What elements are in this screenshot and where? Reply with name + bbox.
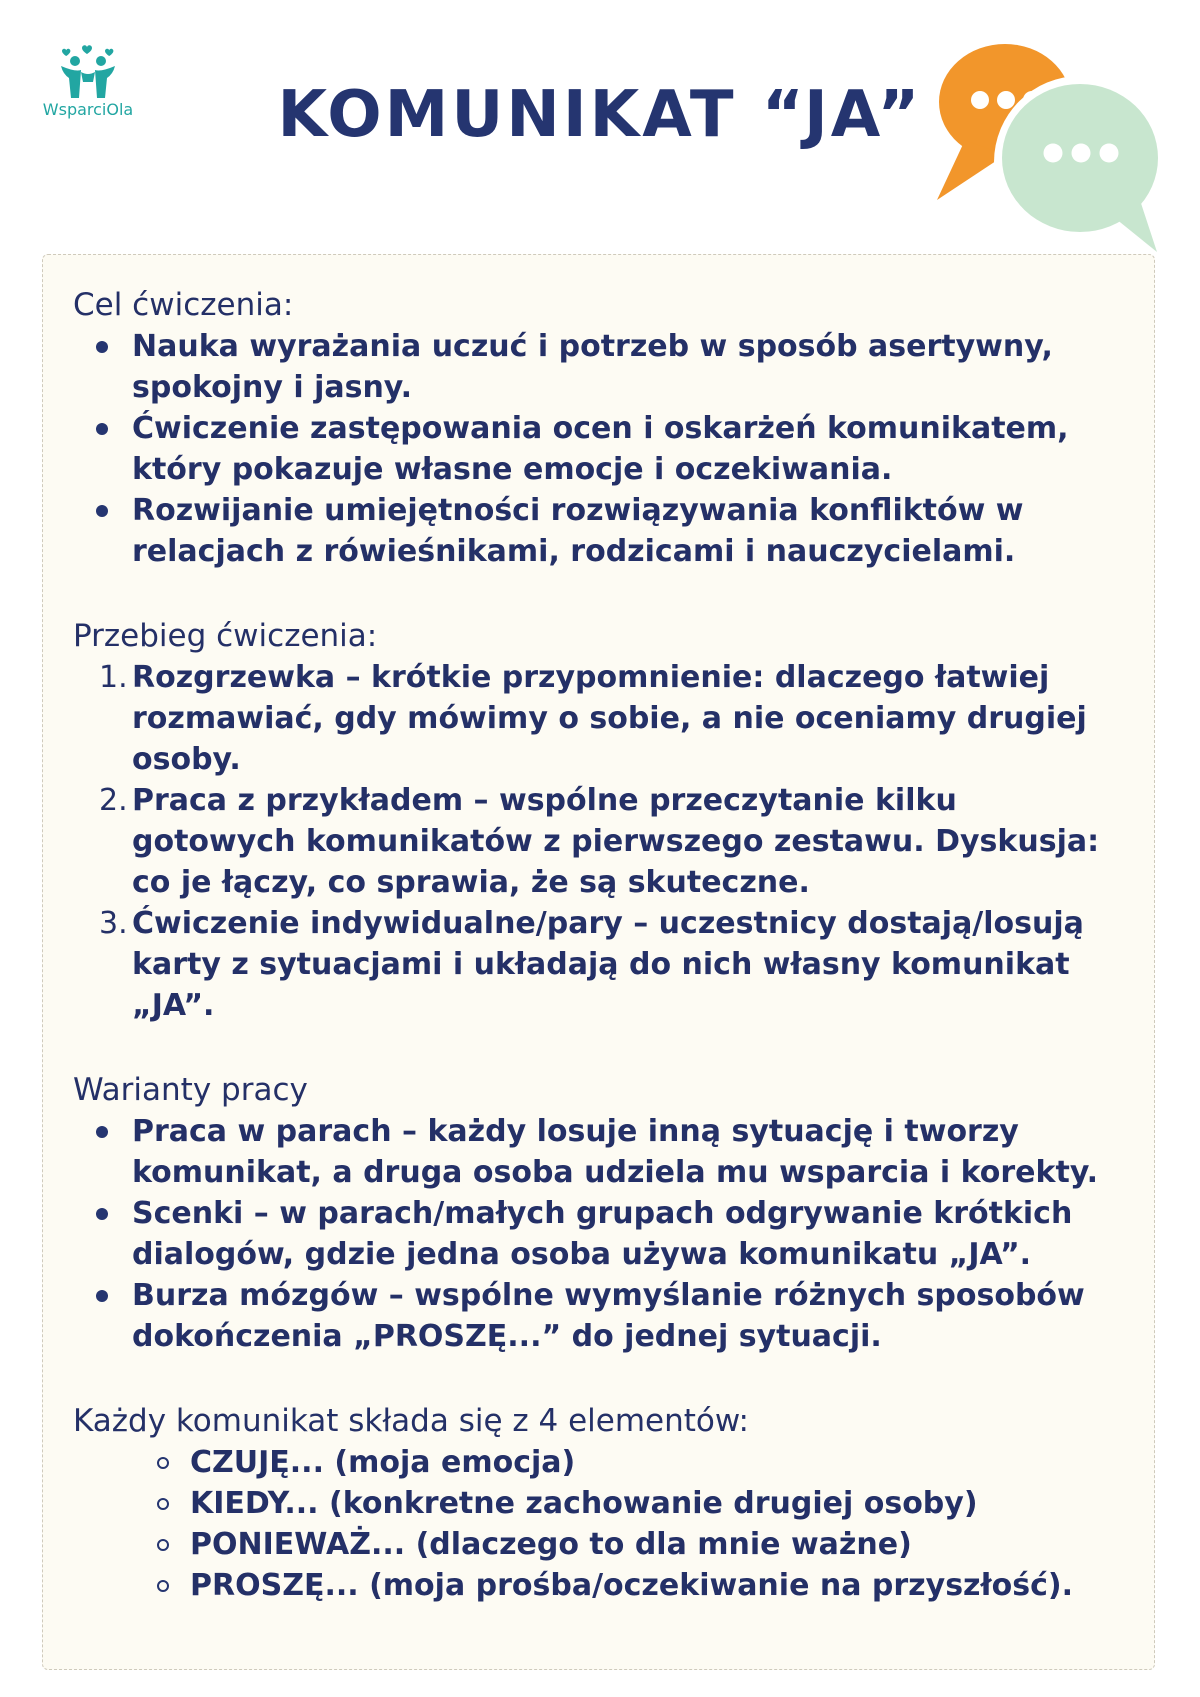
list-item: PROSZĘ... (moja prośba/oczekiwanie na przyszłość). — [73, 1565, 1126, 1606]
section-heading: Cel ćwiczenia: — [73, 287, 294, 323]
list-item: 1. Rozgrzewka – krótkie przypomnienie: dlaczego łatwiej rozmawiać, gdy mówimy o sobie, a nie oceniamy drugiej osoby. — [73, 657, 1126, 780]
list-item: Burza mózgów – wspólne wymyślanie różnych sposobów dokończenia „PROSZĘ...” do jednej sytuacji. — [73, 1275, 1126, 1357]
list-item: CZUJĘ... (moja emocja) — [73, 1442, 1126, 1483]
section-heading: Przebieg ćwiczenia: — [73, 618, 378, 654]
list-number: 3. — [99, 906, 128, 941]
circle-bullet-icon — [157, 1539, 169, 1551]
circle-bullet-icon — [157, 1580, 169, 1592]
bullet-icon — [96, 1290, 108, 1302]
list-item: Nauka wyrażania uczuć i potrzeb w sposób asertywny, spokojny i jasny. — [73, 326, 1126, 408]
circle-bullet-icon — [157, 1457, 169, 1469]
section-elementy — [73, 1401, 1126, 1606]
speech-bubbles-icon — [935, 40, 1160, 255]
section-cel — [73, 285, 1126, 572]
section-heading: Warianty pracy — [73, 1072, 308, 1108]
list-number: 2. — [99, 783, 128, 818]
bullet-icon — [96, 1208, 108, 1220]
page-title: KOMUNIKAT “JA” — [277, 78, 923, 152]
list-number: 1. — [99, 660, 128, 695]
circle-bullet-icon — [157, 1498, 169, 1510]
list-item: 3. Ćwiczenie indywidualne/pary – uczestnicy dostają/losują karty z sytuacjami i układają do nich własny komunikat „JA”. — [73, 903, 1126, 1026]
section-heading: Każdy komunikat składa się z 4 elementów: — [73, 1403, 749, 1439]
bullet-icon — [96, 1126, 108, 1138]
list-item: 2. Praca z przykładem – wspólne przeczytanie kilku gotowych komunikatów z pierwszego zestawu. Dyskusja: co je łączy, co sprawia, że są skuteczne. — [73, 780, 1126, 903]
logo-text: WsparciOla — [42, 100, 134, 119]
list-item: Ćwiczenie zastępowania ocen i oskarżeń komunikatem, który pokazuje własne emocje i oczekiwania. — [73, 408, 1126, 490]
bullet-icon — [96, 505, 108, 517]
bullet-icon — [96, 341, 108, 353]
bullet-icon — [96, 423, 108, 435]
list-item: Praca w parach – każdy losuje inną sytuację i tworzy komunikat, a druga osoba udziela mu wsparcia i korekty. — [73, 1111, 1126, 1193]
list-item: Scenki – w parach/małych grupach odgrywanie krótkich dialogów, gdzie jedna osoba używa komunikatu „JA”. — [73, 1193, 1126, 1275]
list-item: Rozwijanie umiejętności rozwiązywania konfliktów w relacjach z rówieśnikami, rodzicami i nauczycielami. — [73, 490, 1126, 572]
section-przebieg — [73, 616, 1126, 1026]
list-item: PONIEWAŻ... (dlaczego to dla mnie ważne) — [73, 1524, 1126, 1565]
list-item: KIEDY... (konkretne zachowanie drugiej osoby) — [73, 1483, 1126, 1524]
section-warianty — [73, 1070, 1126, 1357]
content-card — [42, 254, 1155, 1670]
